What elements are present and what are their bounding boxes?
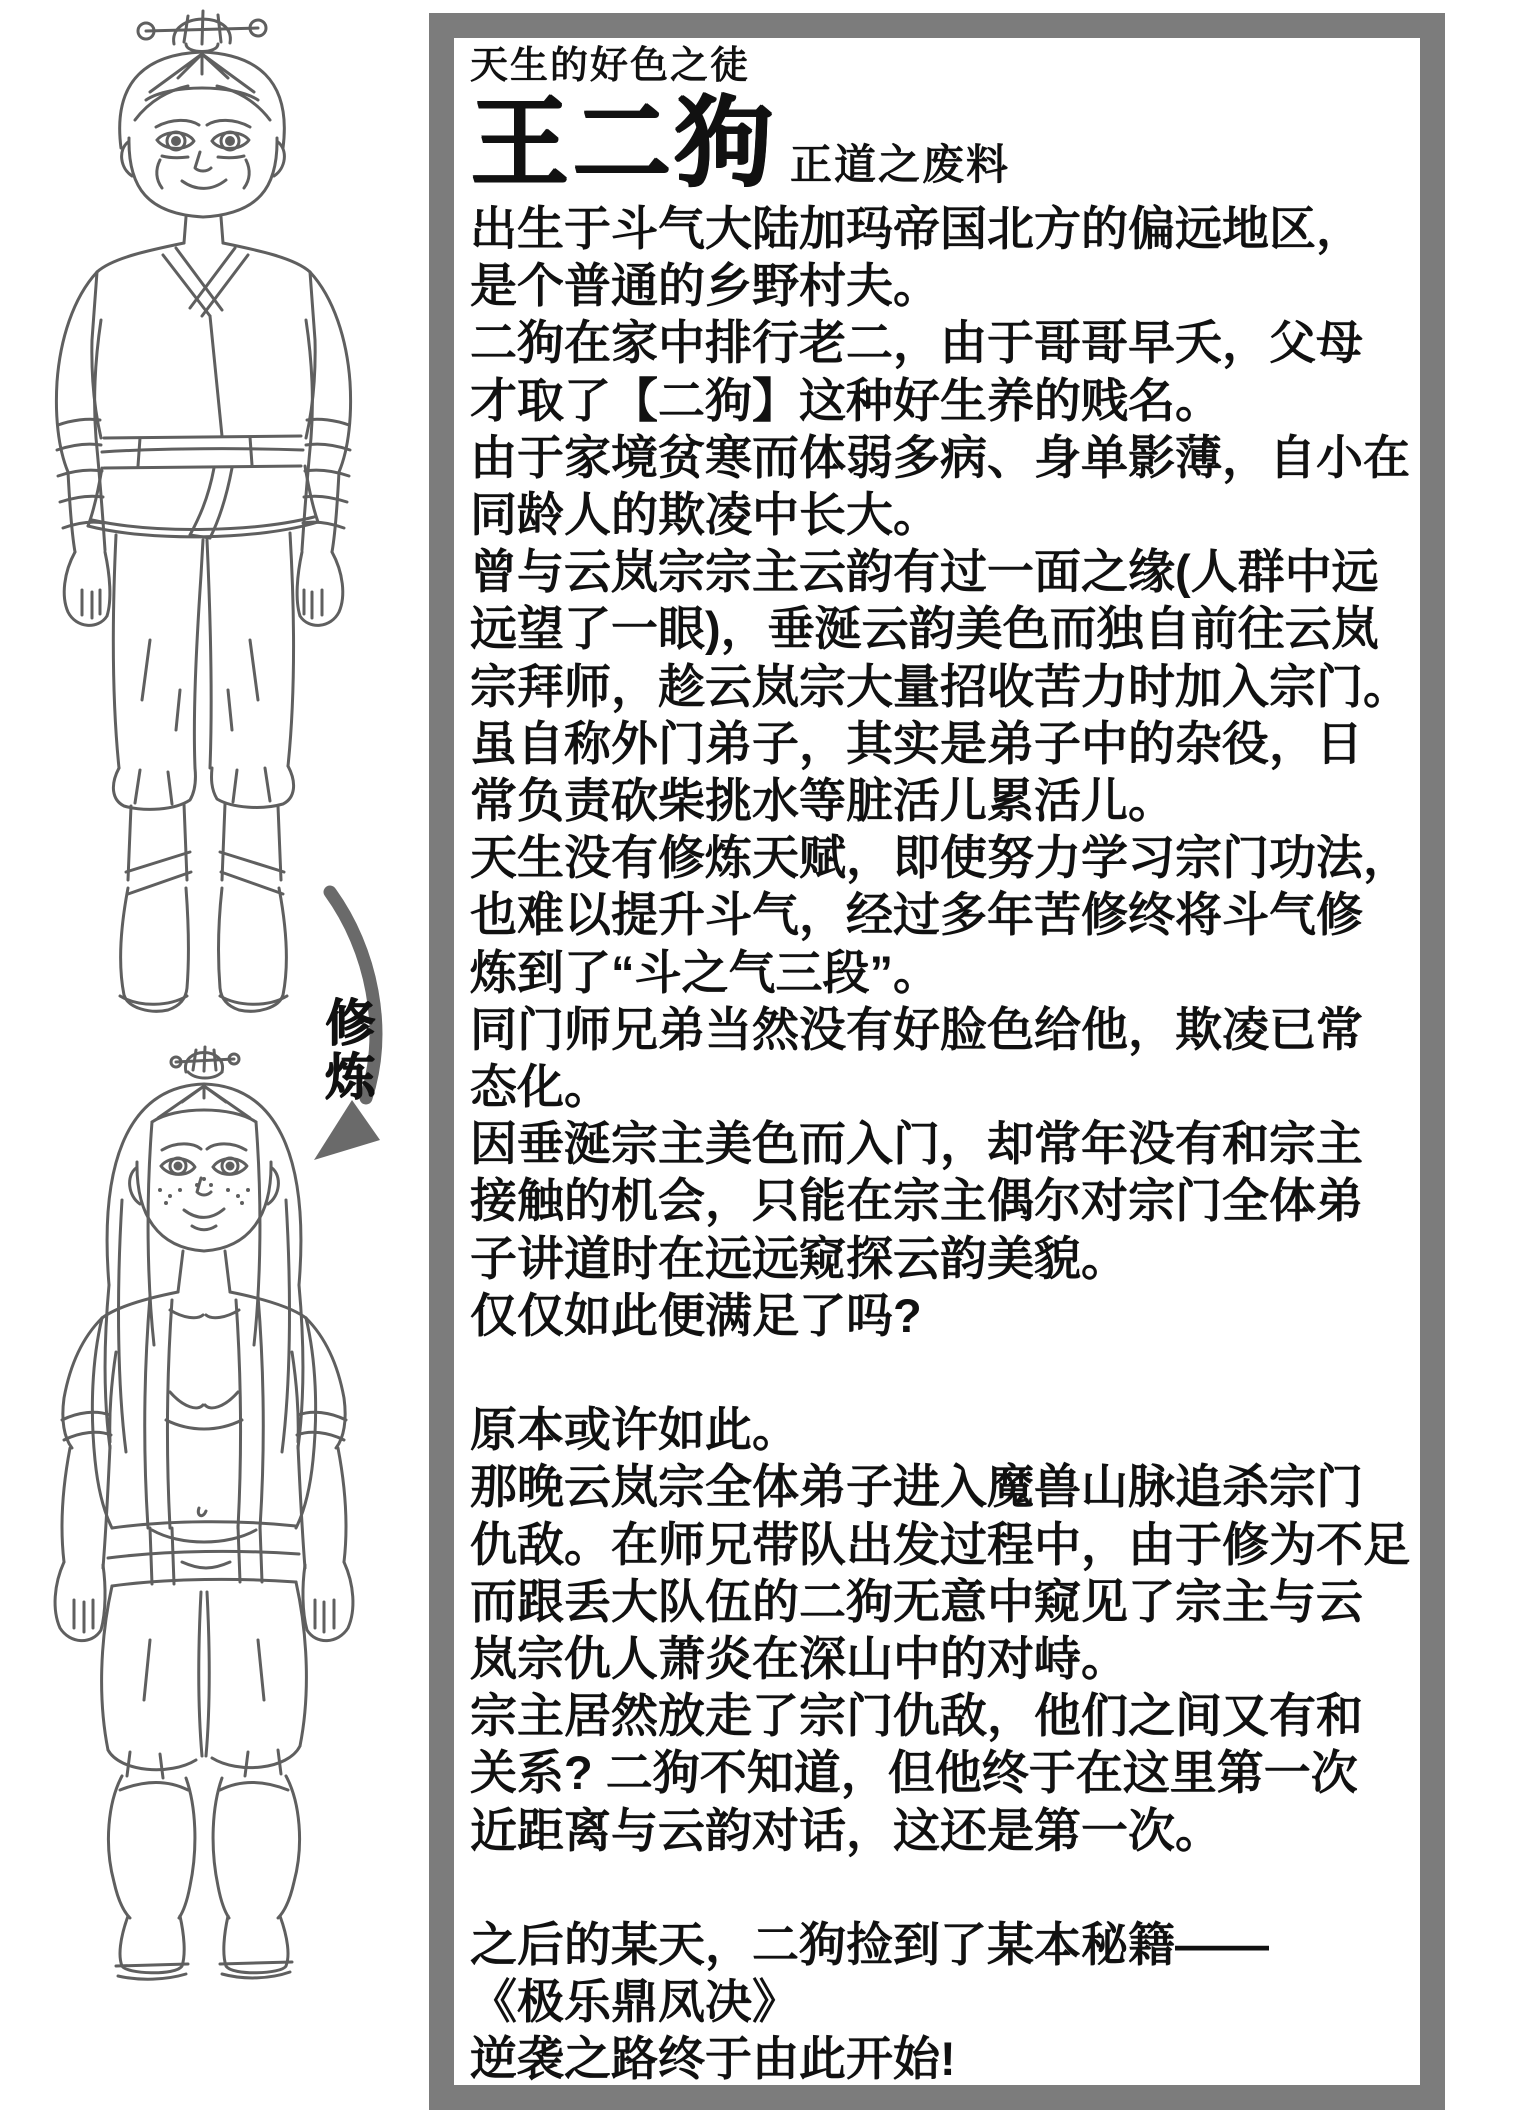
profile-card (429, 13, 1445, 2110)
profile-line: 原本或许如此。 (470, 1403, 799, 1457)
cultivation-label: 修炼 (318, 996, 374, 1104)
profile-line: 炼到了“斗之气三段”。 (470, 945, 940, 999)
profile-line: 逆袭之路终于由此开始! (470, 2032, 956, 2086)
profile-line: 是个普通的乡野村夫。 (470, 259, 940, 313)
profile-line: 二狗在家中排行老二，由于哥哥早夭，父母 (470, 316, 1363, 370)
profile-line: 那晚云岚宗全体弟子进入魔兽山脉追杀宗门 (470, 1460, 1363, 1514)
profile-line: 同门师兄弟当然没有好脸色给他，欺凌已常 (470, 1002, 1363, 1056)
profile-line: 天生没有修炼天赋，即使努力学习宗门功法， (470, 831, 1410, 885)
profile-line: 曾与云岚宗宗主云韵有过一面之缘(人群中远 (470, 545, 1379, 599)
profile-line: 岚宗仇人萧炎在深山中的对峙。 (470, 1632, 1128, 1686)
profile-line: 而跟丢大队伍的二狗无意中窥见了宗主与云 (470, 1574, 1363, 1628)
arrowhead-icon (314, 1100, 380, 1160)
profile-line: 常负责砍柴挑水等脏活儿累活儿。 (470, 774, 1175, 828)
profile-line (470, 1859, 1406, 1916)
profile-line: 才取了【二狗】这种好生养的贱名。 (470, 373, 1222, 427)
profile-line: 近距离与云韵对话，这还是第一次。 (470, 1803, 1222, 1857)
profile-line: 宗拜师，趁云岚宗大量招收苦力时加入宗门。 (470, 659, 1410, 713)
profile-line: 接触的机会，只能在宗主偶尔对宗门全体弟 (470, 1174, 1363, 1228)
profile-line: 之后的某天，二狗捡到了某本秘籍—— (470, 1918, 1269, 1972)
tagline: 天生的好色之徒 (470, 45, 751, 87)
hairpin-icon (171, 1047, 239, 1078)
cultivated-figure-illustration (55, 1047, 353, 1979)
profile-line: 虽自称外门弟子，其实是弟子中的杂役，日 (470, 716, 1363, 770)
profile-line: 仇敌。在师兄带队出发过程中，由于修为不足 (470, 1517, 1410, 1571)
character-name: 王二狗 (470, 87, 777, 197)
profile-line: 由于家境贫寒而体弱多病、身单影薄，自小在 (470, 430, 1410, 484)
young-figure-illustration (56, 11, 350, 1011)
profile-line (470, 1344, 1406, 1401)
profile-line: 也难以提升斗气，经过多年苦修终将斗气修 (470, 888, 1363, 942)
character-subtitle: 正道之废料 (790, 141, 1011, 188)
profile-line: 因垂涎宗主美色而入门，却常年没有和宗主 (470, 1117, 1363, 1171)
profile-line: 《极乐鼎凤决》 (470, 1975, 799, 2029)
hairpin-icon (138, 11, 266, 52)
profile-line: 态化。 (470, 1060, 611, 1114)
profile-line: 同龄人的欺凌中长大。 (470, 488, 940, 542)
profile-line: 出生于斗气大陆加玛帝国北方的偏远地区， (470, 202, 1363, 255)
profile-line: 宗主居然放走了宗门仇敌，他们之间又有和 (470, 1689, 1363, 1743)
title-row (470, 87, 1406, 197)
profile-body (470, 200, 1410, 2088)
profile-line: 远望了一眼)，垂涎云韵美色而独自前往云岚 (470, 602, 1379, 656)
profile-line: 仅仅如此便满足了吗? (470, 1288, 922, 1342)
freckles (158, 1177, 250, 1205)
profile-line: 关系? 二狗不知道，但他终于在这里第一次 (470, 1746, 1358, 1800)
profile-line: 子讲道时在远远窥探云韵美貌。 (470, 1231, 1128, 1285)
